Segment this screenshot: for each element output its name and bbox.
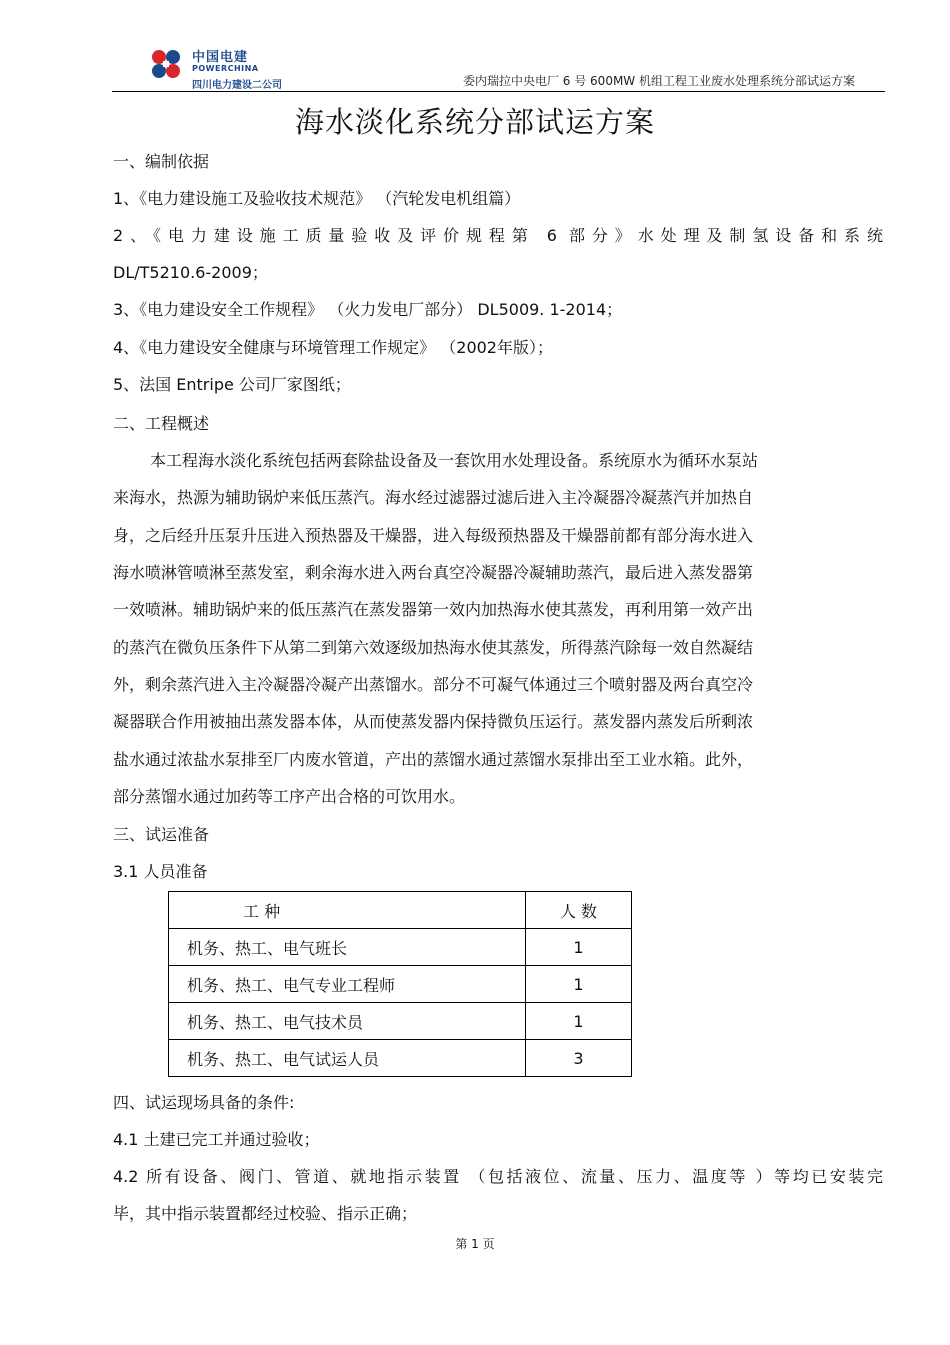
section-heading: 四、试运现场具备的条件: [113, 1093, 295, 1112]
document-title: 海水淡化系统分部试运方案 [294, 105, 655, 139]
running-header: 委内瑞拉中央电厂 6 号 600MW 机组工程工业废水处理系统分部试运方案 [462, 74, 855, 88]
reference-item: 2、《电力建设施工质量验收及评价规程第 6 部分》水处理及制氢设备和系统 [113, 226, 883, 245]
paragraph-line: 外，剩余蒸汽进入主冷凝器冷凝产出蒸馏水。部分不可凝气体通过三个喷射器及两台真空冷 [113, 675, 754, 694]
table-cell: 机务、热工、电气专业工程师 [169, 966, 526, 1003]
logo-chinese-name: 中国电建 [192, 50, 249, 65]
table-row [169, 1040, 632, 1077]
table-cell: 机务、热工、电气班长 [169, 929, 526, 966]
page-number: 第 1 页 [455, 1237, 495, 1251]
company-logo [148, 44, 288, 92]
paragraph-line: 来海水，热源为辅助锅炉来低压蒸汽。海水经过滤器过滤后进入主冷凝器冷凝蒸汽并加热自 [113, 488, 754, 507]
reference-item: 5、法国 Entripe 公司厂家图纸； [113, 375, 351, 394]
table-row [169, 929, 632, 966]
section-heading: 一、编制依据 [113, 152, 210, 171]
header-divider [112, 91, 885, 92]
table-row [169, 966, 632, 1003]
paragraph-line: 的蒸汽在微负压条件下从第二到第六效逐级加热海水使其蒸发，所得蒸汽除每一效自然凝结 [113, 638, 754, 657]
powerchina-logo-icon [148, 46, 184, 82]
reference-item: DL/T5210.6-2009； [113, 263, 268, 282]
table-header-cell: 人 数 [526, 892, 632, 929]
paragraph-line: 本工程海水淡化系统包括两套除盐设备及一套饮用水处理设备。系统原水为循环水泵站 [150, 451, 759, 470]
table-cell: 机务、热工、电气技术员 [169, 1003, 526, 1040]
logo-company-name: 四川电力建设二公司 [192, 80, 282, 91]
paragraph-line: 部分蒸馏水通过加药等工序产出合格的可饮用水。 [113, 787, 466, 806]
table-header-cell: 工 种 [169, 892, 526, 929]
section-heading: 二、工程概述 [113, 414, 210, 433]
table-cell: 机务、热工、电气试运人员 [169, 1040, 526, 1077]
table-header-row [169, 892, 632, 929]
paragraph-line: 一效喷淋。辅助锅炉来的低压蒸汽在蒸发器第一效内加热海水使其蒸发，再利用第一效产出 [113, 600, 754, 619]
paragraph-line: 身，之后经升压泵升压进入预热器及干燥器，进入每级预热器及干燥器前都有部分海水进入 [113, 526, 754, 545]
reference-item: 1、《电力建设施工及验收技术规范》 （汽轮发电机组篇） [113, 189, 521, 208]
table-cell: 1 [526, 966, 632, 1003]
condition-item: 毕，其中指示装置都经过校验、指示正确； [113, 1204, 418, 1223]
table-cell: 1 [526, 929, 632, 966]
reference-item: 3、《电力建设安全工作规程》 （火力发电厂部分） DL5009. 1-2014； [113, 300, 623, 319]
condition-item: 4.1 土建已完工并通过验收； [113, 1130, 320, 1149]
paragraph-line: 盐水通过浓盐水泵排至厂内废水管道，产出的蒸馏水通过蒸馏水泵排出至工业水箱。此外， [113, 750, 754, 769]
table-row [169, 1003, 632, 1040]
paragraph-line: 凝器联合作用被抽出蒸发器本体，从而使蒸发器内保持微负压运行。蒸发器内蒸发后所剩浓 [113, 712, 754, 731]
paragraph-line: 海水喷淋管喷淋至蒸发室，剩余海水进入两台真空冷凝器冷凝辅助蒸汽，最后进入蒸发器第 [113, 563, 754, 582]
table-cell: 3 [526, 1040, 632, 1077]
reference-item: 4、《电力建设安全健康与环境管理工作规定》 （2002年版）； [113, 338, 553, 357]
table-cell: 1 [526, 1003, 632, 1040]
section-heading: 三、试运准备 [113, 825, 210, 844]
subsection-heading: 3.1 人员准备 [113, 862, 208, 881]
staffing-table [168, 891, 632, 1077]
condition-item: 4.2 所有设备、阀门、管道、就地指示装置 （包括液位、流量、压力、温度等 ）等均已安装完 [113, 1167, 883, 1186]
logo-english-name: POWERCHINA [192, 64, 259, 73]
